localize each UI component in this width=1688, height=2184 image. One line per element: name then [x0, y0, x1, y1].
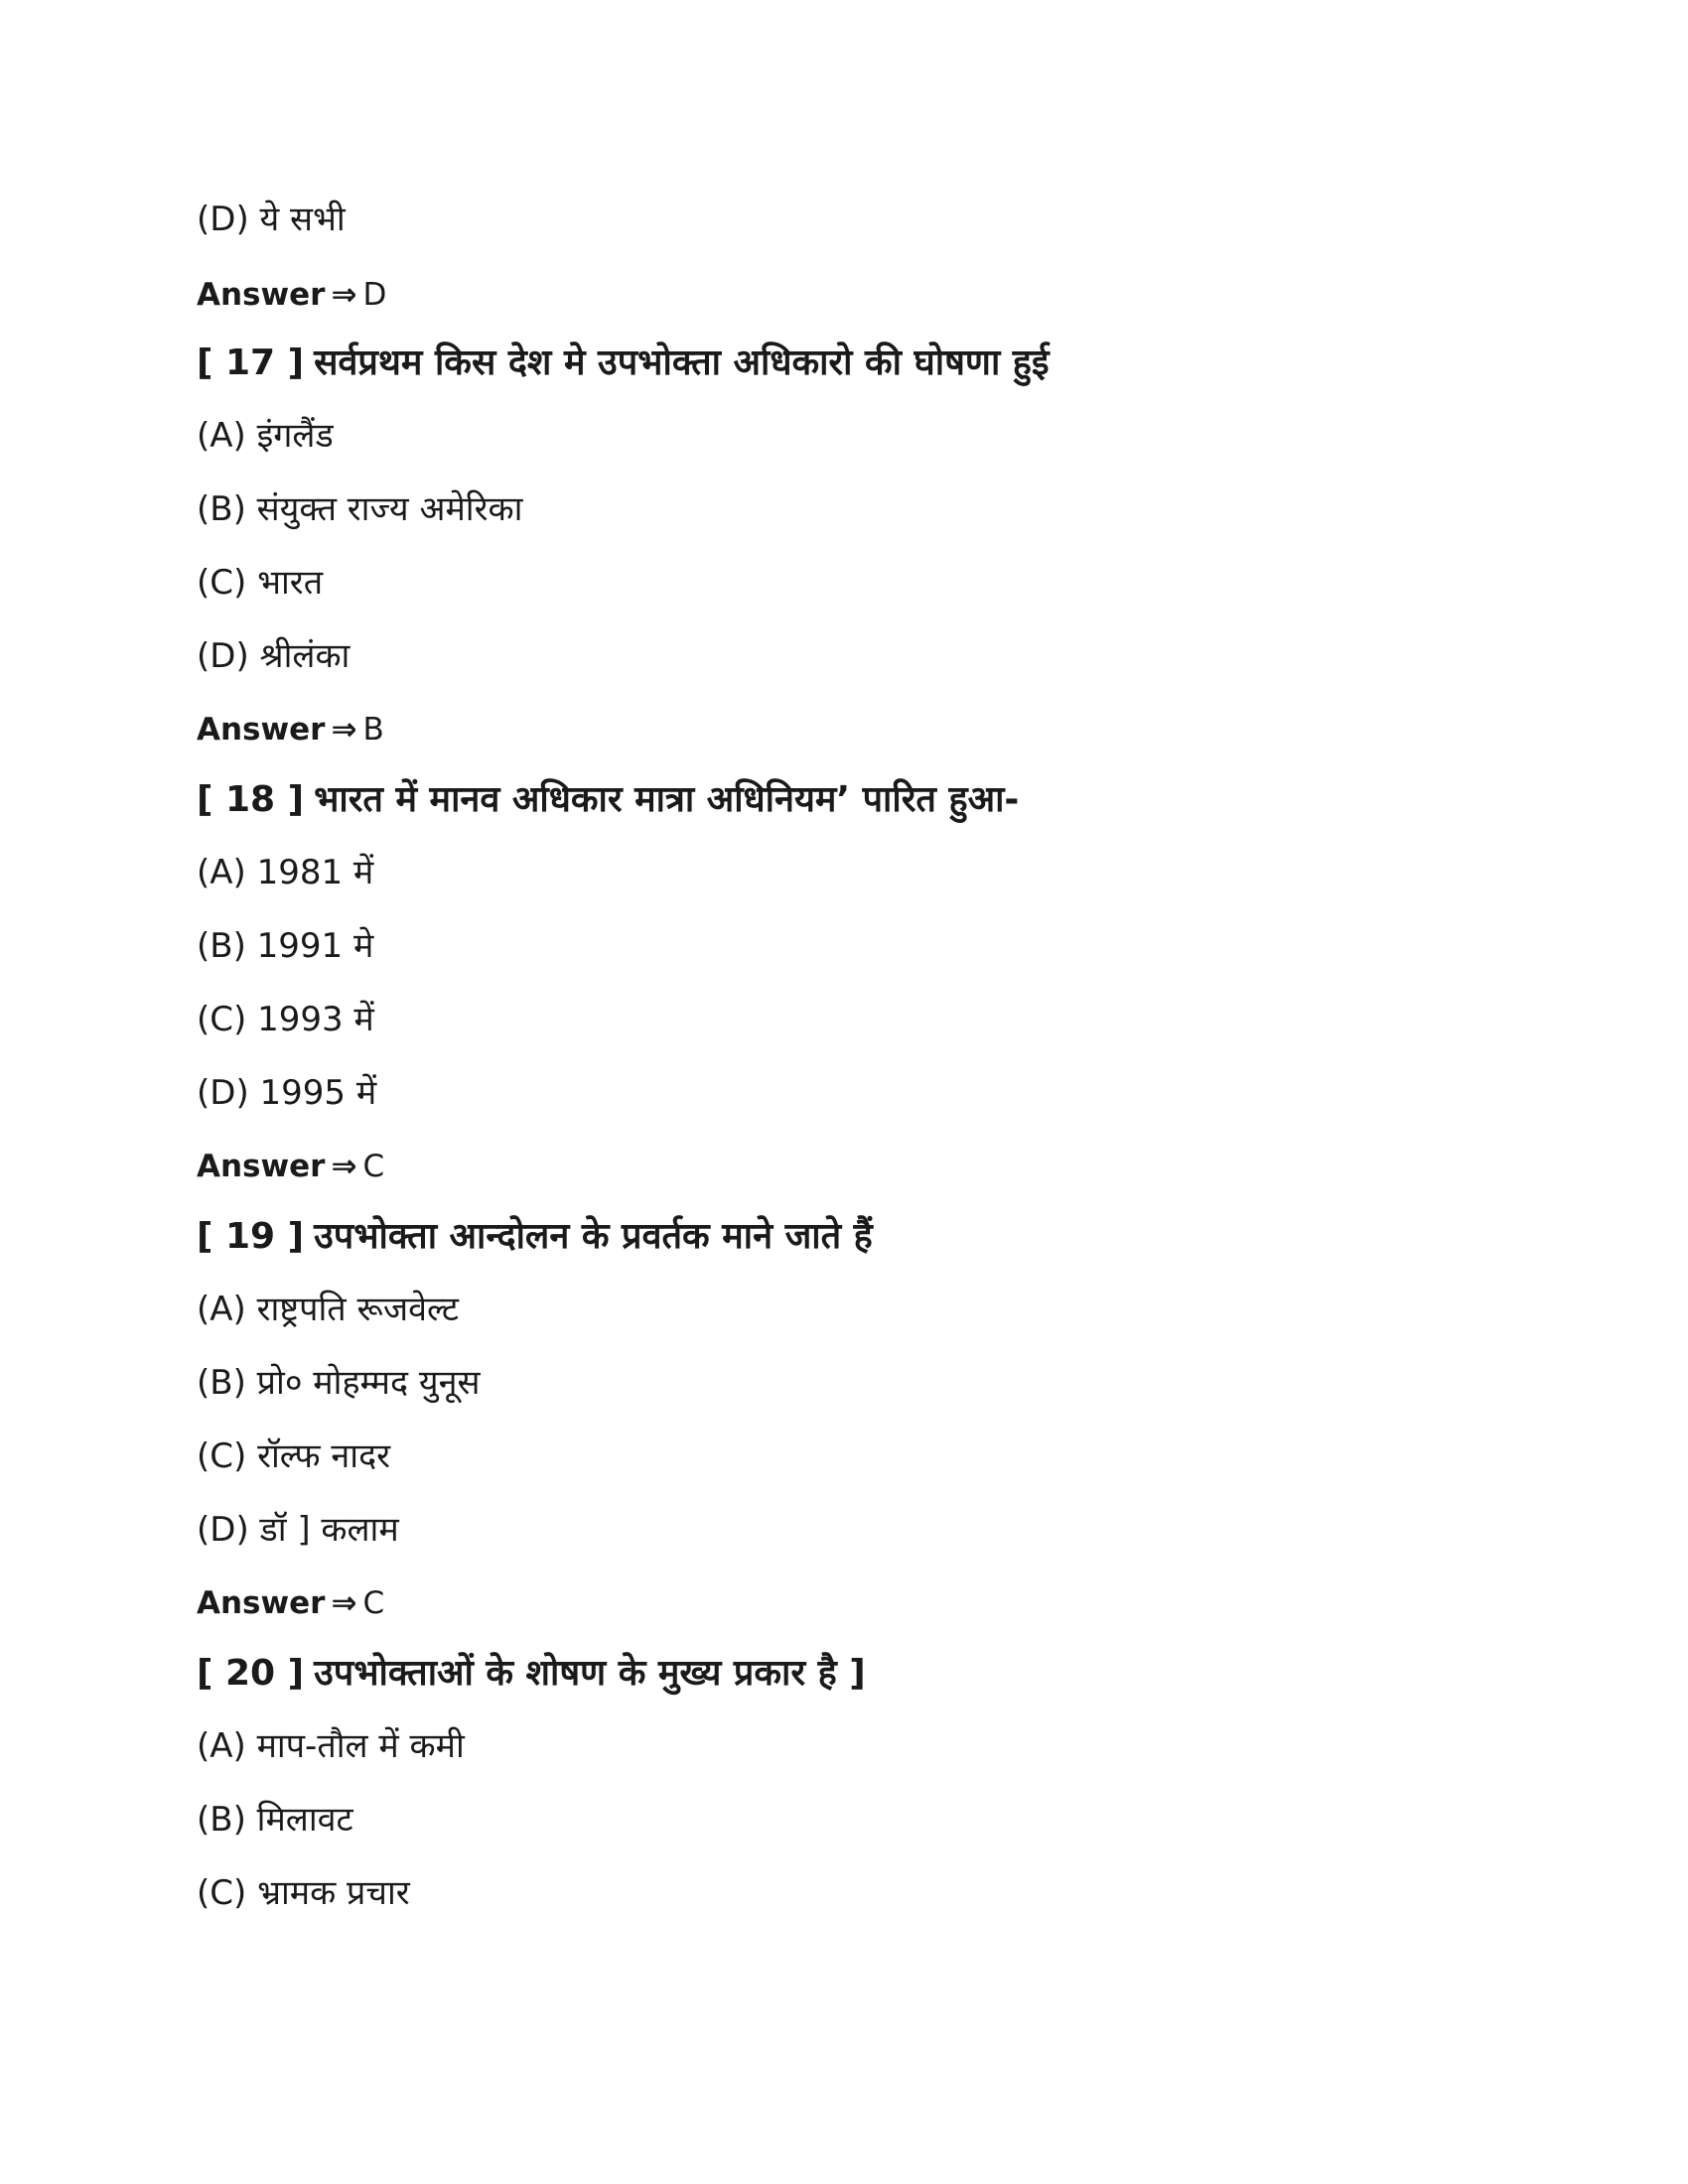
option-20-b: (B) मिलावट — [197, 1800, 353, 1840]
answer-17: Answer ⇒ B — [197, 712, 384, 748]
option-17-c: (C) भारत — [197, 563, 324, 603]
option-20-a: (A) माप-तौल में कमी — [197, 1726, 465, 1766]
answer-18: Answer ⇒ C — [197, 1149, 385, 1184]
option-18-b: (B) 1991 मे — [197, 926, 374, 966]
question-19: [ 19 ] उपभोक्ता आन्दोलन के प्रवर्तक माने जाते हैं — [197, 1216, 873, 1257]
option-19-b: (B) प्रो० मोहम्मद युनूस — [197, 1363, 481, 1403]
option-19-d: (D) डॉ ] कलाम — [197, 1510, 399, 1550]
option-16-d: (D) ये सभी — [197, 200, 346, 239]
answer-16: Answer ⇒ D — [197, 277, 387, 313]
option-18-c: (C) 1993 में — [197, 1000, 374, 1039]
question-20: [ 20 ] उपभोक्ताओं के शोषण के मुख्य प्रकार है ] — [197, 1653, 866, 1694]
question-18: [ 18 ] भारत में मानव अधिकार मात्रा अधिनियम’ पारित हुआ- — [197, 779, 1020, 820]
option-17-d: (D) श्रीलंका — [197, 636, 351, 676]
question-17: [ 17 ] सर्वप्रथम किस देश मे उपभोक्ता अधिकारो की घोषणा हुई — [197, 342, 1050, 383]
option-17-b: (B) संयुक्त राज्य अमेरिका — [197, 489, 523, 529]
option-19-c: (C) रॉल्फ नादर — [197, 1436, 391, 1476]
option-18-a: (A) 1981 में — [197, 853, 374, 892]
option-17-a: (A) इंगलैंड — [197, 416, 334, 456]
option-20-c: (C) भ्रामक प्रचार — [197, 1873, 410, 1913]
option-19-a: (A) राष्ट्रपति रूजवेल्ट — [197, 1290, 459, 1329]
option-18-d: (D) 1995 में — [197, 1073, 377, 1113]
answer-19: Answer ⇒ C — [197, 1585, 385, 1621]
